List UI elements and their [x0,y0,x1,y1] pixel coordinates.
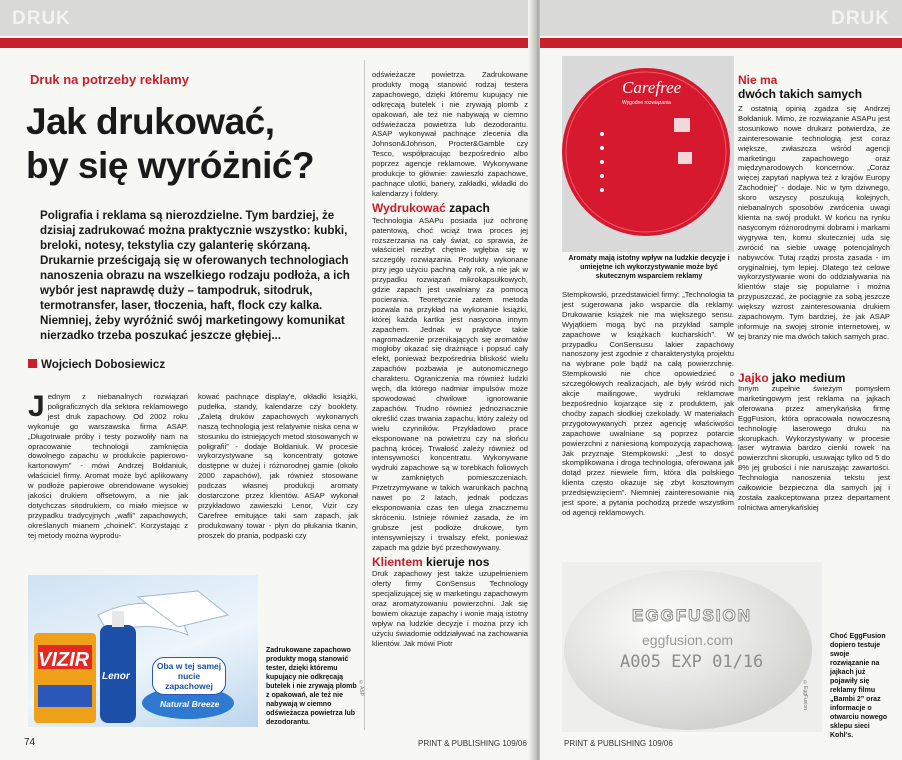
body-column-3 [372,70,528,730]
natural-breeze-label: Natural Breeze [160,699,220,709]
lenor-label: Lenor [102,671,130,682]
carefree-caption: Aromaty mają istotny wpływ na ludzkie decyzje i umiejętne ich wykorzystywanie może być skutecznym wsparciem reklamy [568,255,730,280]
left-footer: PRINT & PUBLISHING 109/06 [418,739,527,748]
right-column-1: Stempkowski, przedstawiciel firmy: „Technologia ta jest sugerowana jako wsparcie dla reklamy. Drukowanie książek nie ma większego sensu. Wyjątkiem mogą być na przykład sample zapachowe w książkach kucharskich”. W przypadku ConSensusu lakier zapachowy nanoszony jest zgodnie z charakterystyką projektu na wybrane pole bądź na całą powierzchnię. Stempkowski nie chce opowiedzieć o szczegółowych realizacjach, ale były wśród nich akcje mailingowe, wydruki reklamowe bezpośrednio kojarzące się z produktem, jak choćby zapach słodkiej czekolady. W materiałach przygotowywanych przez agencję właściwości zapachowe uwalniane są poprzez potarcie powierzchni z naniesioną kompozycją zapachową. Jak przyznaje Stempkowski: „Jest to dosyć skomplikowana i droga technologia, oferowana jak dotąd przez niewiele firm, która dla polskiego klienta często okazuje się zbyt kosztownym przedsięwzięciem”. Niemniej zainteresowanie nią jest spore, a pytania pochodzą przede wszystkim od agencji reklamowych. [562,290,734,517]
right-column-3: Innym zupełnie świeżym pomysłem marketingowym jest reklama na jajkach oferowana przez amerykańską firmę EggFusion, która opracowała nowoczesną technologię laserowego druku na skorupkach. Wykorzystywany w procesie laser wytrawia bardzo cienki rowek na powierzchni skorupki, usuwając tylko od 5 do 8% jej grubości i nie naruszając zawartości. Technologia nanoszenia tekstu jest całkowicie bezpieczna dla samych jaj i została zaakceptowana przez departament rolnictwa amerykańskiej [738,384,890,512]
egg-url: eggfusion.com [642,632,734,648]
right-footer: PRINT & PUBLISHING 109/06 [564,739,673,748]
subhead-nie-ma: Nie ma dwóch takich samych [738,73,863,101]
header-bar [0,0,538,36]
body-column-2: kować pachnące display'e, okładki książki, pudełka, standy, kalendarze czy booklety. „Zaletą druków zapachowych wykonanych naszą technologią jest relatywnie niska cena w stosunku do istniejących metod stosowanych w poligrafii” - dodaje Bołdaniuk. W procesie wykorzystywane są koncentraty gotowe dostępne w dużej i różnorodnej gamie (około 2000 zapachów), jak również stosowane podczas własnej produkcji aromaty dostarczone przez klientów. ASAP wykonał przykładowo zawieszki Lenor, Vizir czy Carefree emitujące taki sam zapach, jak produkowany towar - płyn do płukania tkanin, proszek do prania, podpaski czy [198,392,358,540]
red-rule [0,38,538,48]
vizir-label: VIZIR [38,649,90,671]
red-rule-right [540,38,902,48]
subhead-wydrukowac: Wydrukować zapach [372,200,490,215]
egg-photo [562,562,822,732]
byline [28,358,165,371]
carefree-photo [562,56,734,252]
right-page [540,0,902,760]
egg-code: A005 EXP 01/16 [620,652,764,672]
drop-cap: J [28,392,45,423]
egg-credit: ©EggFusion [802,680,808,710]
column-3-part-b: Technologia ASAPu posiada już ochronę patentową, choć wciąż trwa proces jej rozszerzania na cały świat, co sprawia, że właściciel niezbyt chętnie wgłębia się w szczegóły rozwiązania. Produkty wykonane przy jego użyciu pachną cały rok, a nie jak w przypadku rozwiązań mikrokapsułkowych, gdzie zapach jest uwalniany za pomocą pocierania. Teoretycznie zatem metoda pozwala na przykład na wykonanie książki, której każda kartka jest nasycona innym zapachem. Jednak w praktyce takie nagromadzenie przenikających się aromatów mogłoby okazać się drażniące i popsuć cały efekt, ponieważ bezpośrednia bliskość wielu zapachów pozbawia je autonomicznego charakteru. Ograniczenia ma również ludzki węch, dla którego nadmiar impulsów może spowodować chwilowe ignorowanie zapachów. Trudno również jednoznacznie określić czas trwania zapachu, który zależy od wielu czynników. Przykładowo prace eksponowane na powietrzu czy na słońcu pachną krócej. Trwałość zależy również od intensywności koncentratu. Wykonywane wydruki zapachowe są w torebkach foliowych w zamkniętych pomieszczeniach. Przetrzymywane w takich warunkach pachną nawet po 2 latach, jednak podczas eksponowania czas ten ulega znacznemu skróceniu. Istnieje również zasada, że im grubsze jest podłoże drukowe, tym intensywniejszy i trwalszy efekt, ponieważ zapach ma gdzie być przechowywany. [372,215,528,552]
article-headline [26,100,356,188]
subhead-klientem: Klientem kieruje nos [372,554,490,569]
author-name: Wojciech Dobosiewicz [41,358,166,371]
photo-caption: Zadrukowane zapachowo produkty mogą stanowić tester, dzięki któremu kupujący nie odkręcają butelek i nie zrywają plomb z opakowań, ale też nie nabywają w ciemno odświeżacza powietrza lub dezodorantu. [266,647,357,726]
column-1-text: ednym z niebanalnych rozwiązań poligraficznych dla sektora reklamowego jest druk zapachowy. Od 2002 roku wykonuje go warszawska firma ASAP. „Długotrwałe próby i testy pozwoliły nam na opracowanie technologii zamknięcia dowolnego zapachu w produkcie papierowo-kartonowym” - mówi Andrzej Bołdaniuk, właściciel firmy. Aromat może być aplikowany w podłoże papierowe obrendowane wysokiej jakości drukiem offsetowym, a nie jak dotychczas sitodrukiem, co miało miejsce w przypadku tradycyjnych „wafli” zapachowych, określanych mianem „choinek”. Korzystając z tej metody można wyprodu- [28,392,188,540]
section-label: DRUK [12,8,71,29]
headline-line-2: by się wyróżnić? [26,145,315,186]
scent-badge: Oba w tej samej nucie zapachowej [152,657,226,695]
carefree-subtitle: Wygodne rozwiązania [622,100,671,106]
right-column-2: Z ostatnią opinią zgadza się Andrzej Bołdaniuk. Mimo, że rozwiązanie ASAPu jest stosunkowo nowe drukarz potwierdza, że zainteresowanie technologią jest coraz większe, zwłaszcza wśród agencji marketingu zapachowego oraz międzynarodowych koncernów. „Coraz więcej zapytań napływa też z krajów Europy Zachodniej” - dodaje. Nic w tym dziwnego, skoro wszyscy poszukują kolejnych, niebanalnych sposobów zwrócenia uwagi klienta na swój produkt. W końcu na rynku nasyconym różnorodnymi dobrami i markami wygrywa ten, komu skuteczniej uda się zwrócić na siebie uwagę potencjalnych nabywców. Tutaj rządzi prosta zasada - im oryginalniej, tym lepiej. Dlatego też celowe wykorzystywanie woni do oddziaływania na klientów staje się popularne i można przypuszczać, że pociągnie za sobą jeszcze większy wzrost zainteresowania drukiem zapachowym. Tym bardziej, że jak ASAP informuje na swojej stronie internetowej, w tej branży nie ma dwóch takich samych prac. [738,104,890,341]
subhead-jajko: Jajko jako medium [738,371,846,385]
column-divider [364,60,365,730]
page-number: 74 [24,737,36,748]
carefree-brand: Carefree [622,78,682,97]
column-3-part-a: odświeżacze powietrza. Zadrukowane produkty mogą stanowić rodzaj testera zapachowego, dzięki któremu kupujący nie odkręcają butelek i nie zrywają plomb z opakowań, ale też nie nabywają w ciemno odświeżacza powietrza lub dezodorantu. ASAP wykonywał pachnące zlecenia dla Johnson&Johnson, Procter&Gamble czy Tesco, współpracując bezpośrednio albo poprzez agencje reklamowe. Wykonywane produkcje to głównie: zawieszki zapachowe, pachnące ulotki, banery, zakładki, wkładki do kalendarzy i foldery. [372,70,528,198]
egg-caption: Choć EggFusion dopiero testuje swoje rozwiązanie na jajkach już pojawiły się reklamy filmu „Bambi 2” oraz informacje o otwarciu nowego sklepu sieci Kohl's. [830,633,888,739]
article-kicker: Druk na potrzeby reklamy [30,72,189,87]
egg-brand: EGGFUSION [632,606,753,625]
article-lead: Poligrafia i reklama są nierozdzielne. Tym bardziej, że dzisiaj zadrukować można praktycznie wszystko: kubki, breloki, notesy, tekstylia czy galanterię skórzaną. Drukarnie prześcigają się w oferowanych technologiach nanoszenia obrazu na wszelkiego rodzaju podłoża, a ich wybór jest naprawdę duży – tampodruk, sitodruk, termotransfer, laser, tłoczenia, haft, flock czy kalka. Niemniej, żeby wyróżnić swój marketingowy komunikat nierzadko trzeba poszukać jeszcze głębiej... [40,209,350,342]
product-photo [28,575,258,727]
headline-line-1: Jak drukować, [26,101,275,142]
photo-credit: ©ASP [358,680,364,697]
byline-square-icon [28,359,37,368]
column-3-part-c: Druk zapachowy jest także uzupełnieniem oferty firmy ConSensus Technology specjalizującej się w marketingu zapachowym oraz aromatyzowaniu powierzchni. Jak się bowiem okazuje zapachy i wonie mają istotny wpływ na ludzkie decyzje i można przy ich użyciu świadomie oddziaływać na zachowania klientów. Jak mówi Piotr [372,569,528,648]
section-label-right: DRUK [831,8,890,29]
body-column-1 [28,392,188,574]
